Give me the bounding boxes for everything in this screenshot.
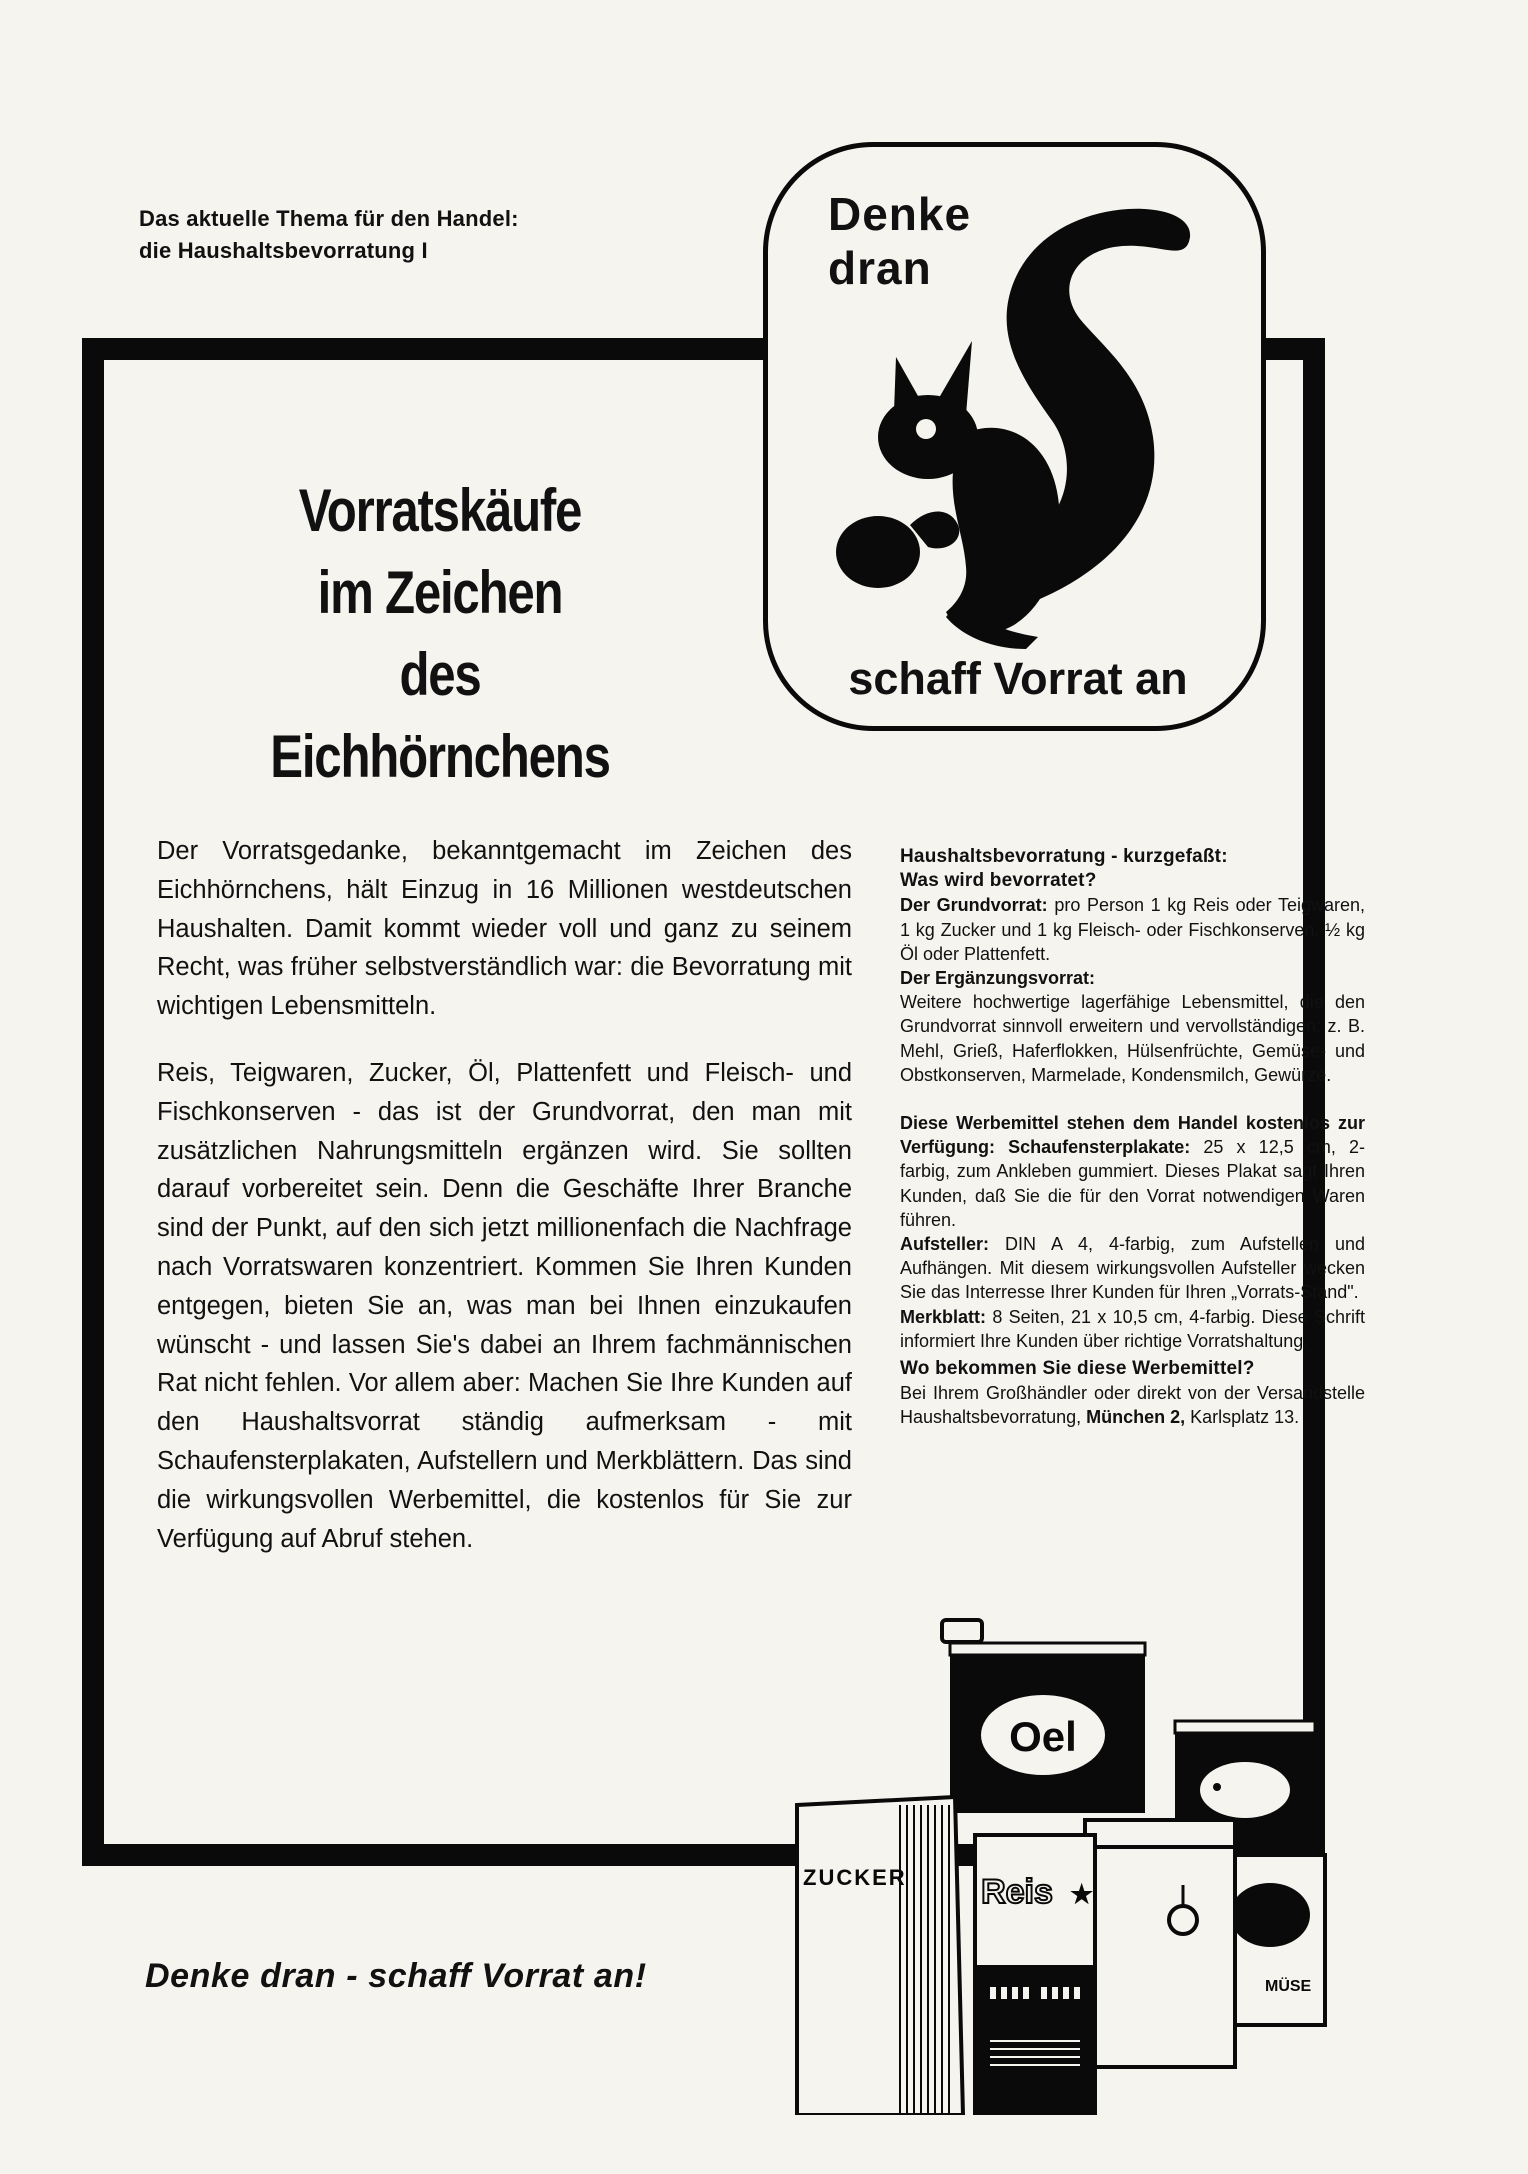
sugar-bag [797,1797,963,2115]
werbemittel-paragraph [900,1111,1365,1232]
logo-line-dran: dran [828,242,932,294]
ergaenzungsvorrat-label: Der Ergänzungsvorrat: [900,968,1096,989]
headline-line-1: Vorratskäufe [298,477,582,544]
aufsteller-label: Aufsteller: [900,1234,990,1255]
kicker-line-1: Das aktuelle Thema für den Handel: [139,206,519,231]
bezug-paragraph [900,1381,1365,1429]
vegetables-label: MÜSE [1265,1978,1312,1995]
merkblatt-label: Merkblatt: [900,1306,987,1327]
headline [227,470,653,798]
bezug-text: Bei Ihrem Großhändler oder direkt von der Versandstelle Haushaltsbevorratung, [900,1383,1365,1428]
bezug-city: München 2, [1086,1407,1186,1428]
logo-slogan-bottom: schaff Vorrat an [848,653,1188,704]
squirrel-logo [763,142,1266,731]
sugar-label: ZUCKER [803,1865,907,1890]
squirrel-icon [818,207,1218,657]
logo-line-denke: Denke [828,188,972,240]
body-paragraph-1: Der Vorratsgedanke, bekanntgemacht im Zeichen des Eichhörnchens, hält Einzug in 16 Millionen westdeutschen Haushalten. Damit kommt wieder voll und ganz zu seinem Recht, was früher selbstverständlich war: die Bevorratung mit wichtigen Lebensmitteln. [157,837,852,1021]
grundvorrat-paragraph [900,893,1365,966]
body-paragraph-2: Reis, Teigwaren, Zucker, Öl, Plattenfett und Fleisch- und Fischkonserven - das ist der Grundvorrat, den man mit zusätzlichen Nahrungsmitteln ergänzen wird. Sie sollten darauf vorbereitet sein. Denn die Geschäfte Ihrer Branche sind der Punkt, auf den sich jetzt millionenfach die Nachfrage nach Vorratswaren konzentriert. Kommen Sie Ihren Kunden entgegen, bieten Sie an, was man bei Ihnen einzukaufen wünscht - und lassen Sie's dabei an Ihrem fachmännischen Rat nicht fehlen. Vor allem aber: Machen Sie Ihre Kunden auf den Haushaltsvorrat ständig aufmerksam - mit Schaufensterplakaten, Aufstellern und Merkblättern. Das sind die wirkungsvollen Werbemittel, die kostenlos für Sie zur Verfügung auf Abruf stehen. [157,1058,852,1553]
headline-line-3: des Eichhörnchens [270,641,610,790]
summary-question-what: Was wird bevorratet? [900,870,1097,892]
body-text [157,832,852,1586]
oil-can [942,1620,1145,1813]
rice-label: Reis [981,1873,1053,1911]
kicker-line-2: die Haushaltsbevorratung I [139,238,428,263]
plakate-text: 25 x 12,5 cm, 2-farbig, zum Ankleben gummiert. Dieses Plakat sagt Ihren Kunden, daß Sie die für den Vorrat notwendigen Waren führen. [900,1137,1366,1230]
aufsteller-text: DIN A 4, 4-farbig, zum Aufstellen und Aufhängen. Mit diesem wirkungsvollen Aufsteller wecken Sie das Interresse Ihrer Kunden für Ihren „Vorrats-Stand". [900,1234,1365,1303]
summary-box [900,845,1365,1430]
merkblatt-paragraph [900,1305,1365,1353]
oil-label: Oel [1009,1713,1077,1760]
groceries-illustration [785,1615,1345,2115]
werbemittel-intro: Diese Werbemittel stehen dem Handel kostenlos zur Verfügung: Schaufensterplakate: [900,1113,1365,1158]
merkblatt-text: 8 Seiten, 21 x 10,5 cm, 4-farbig. Diese Schrift informiert Ihre Kunden über richtige Vorratshaltung. [900,1306,1365,1351]
summary-question-where: Wo bekommen Sie diese Werbemittel? [900,1358,1255,1380]
kicker [139,203,519,267]
rice-box [975,1835,1095,2115]
ergaenzungsvorrat-text: Weitere hochwertige lagerfähige Lebensmittel, die den Grundvorrat sinnvoll erweitern und vervollständigen: z. B. Mehl, Grieß, Haferflokken, Hülsenfrüchte, Gemüse- und Obstkonserven, Marmelade, Kondensmilch, Gewürze. [900,992,1365,1085]
summary-heading: Haushaltsbevorratung - kurzgefaßt: [900,846,1228,867]
star-icon: ★ [1070,1879,1094,1909]
headline-line-2: im Zeichen [317,559,563,626]
aufsteller-paragraph [900,1232,1365,1305]
tagline: Denke dran - schaff Vorrat an! [145,1957,647,1995]
grundvorrat-text: pro Person 1 kg Reis oder Teigwaren, 1 kg Zucker und 1 kg Fleisch- oder Fischkonserven, ½ kg Öl oder Plattenfett. [900,895,1365,964]
flour-package [1085,1820,1235,2067]
grundvorrat-label: Der Grundvorrat: [900,895,1048,916]
bezug-address: Karlsplatz 13. [1185,1407,1300,1428]
